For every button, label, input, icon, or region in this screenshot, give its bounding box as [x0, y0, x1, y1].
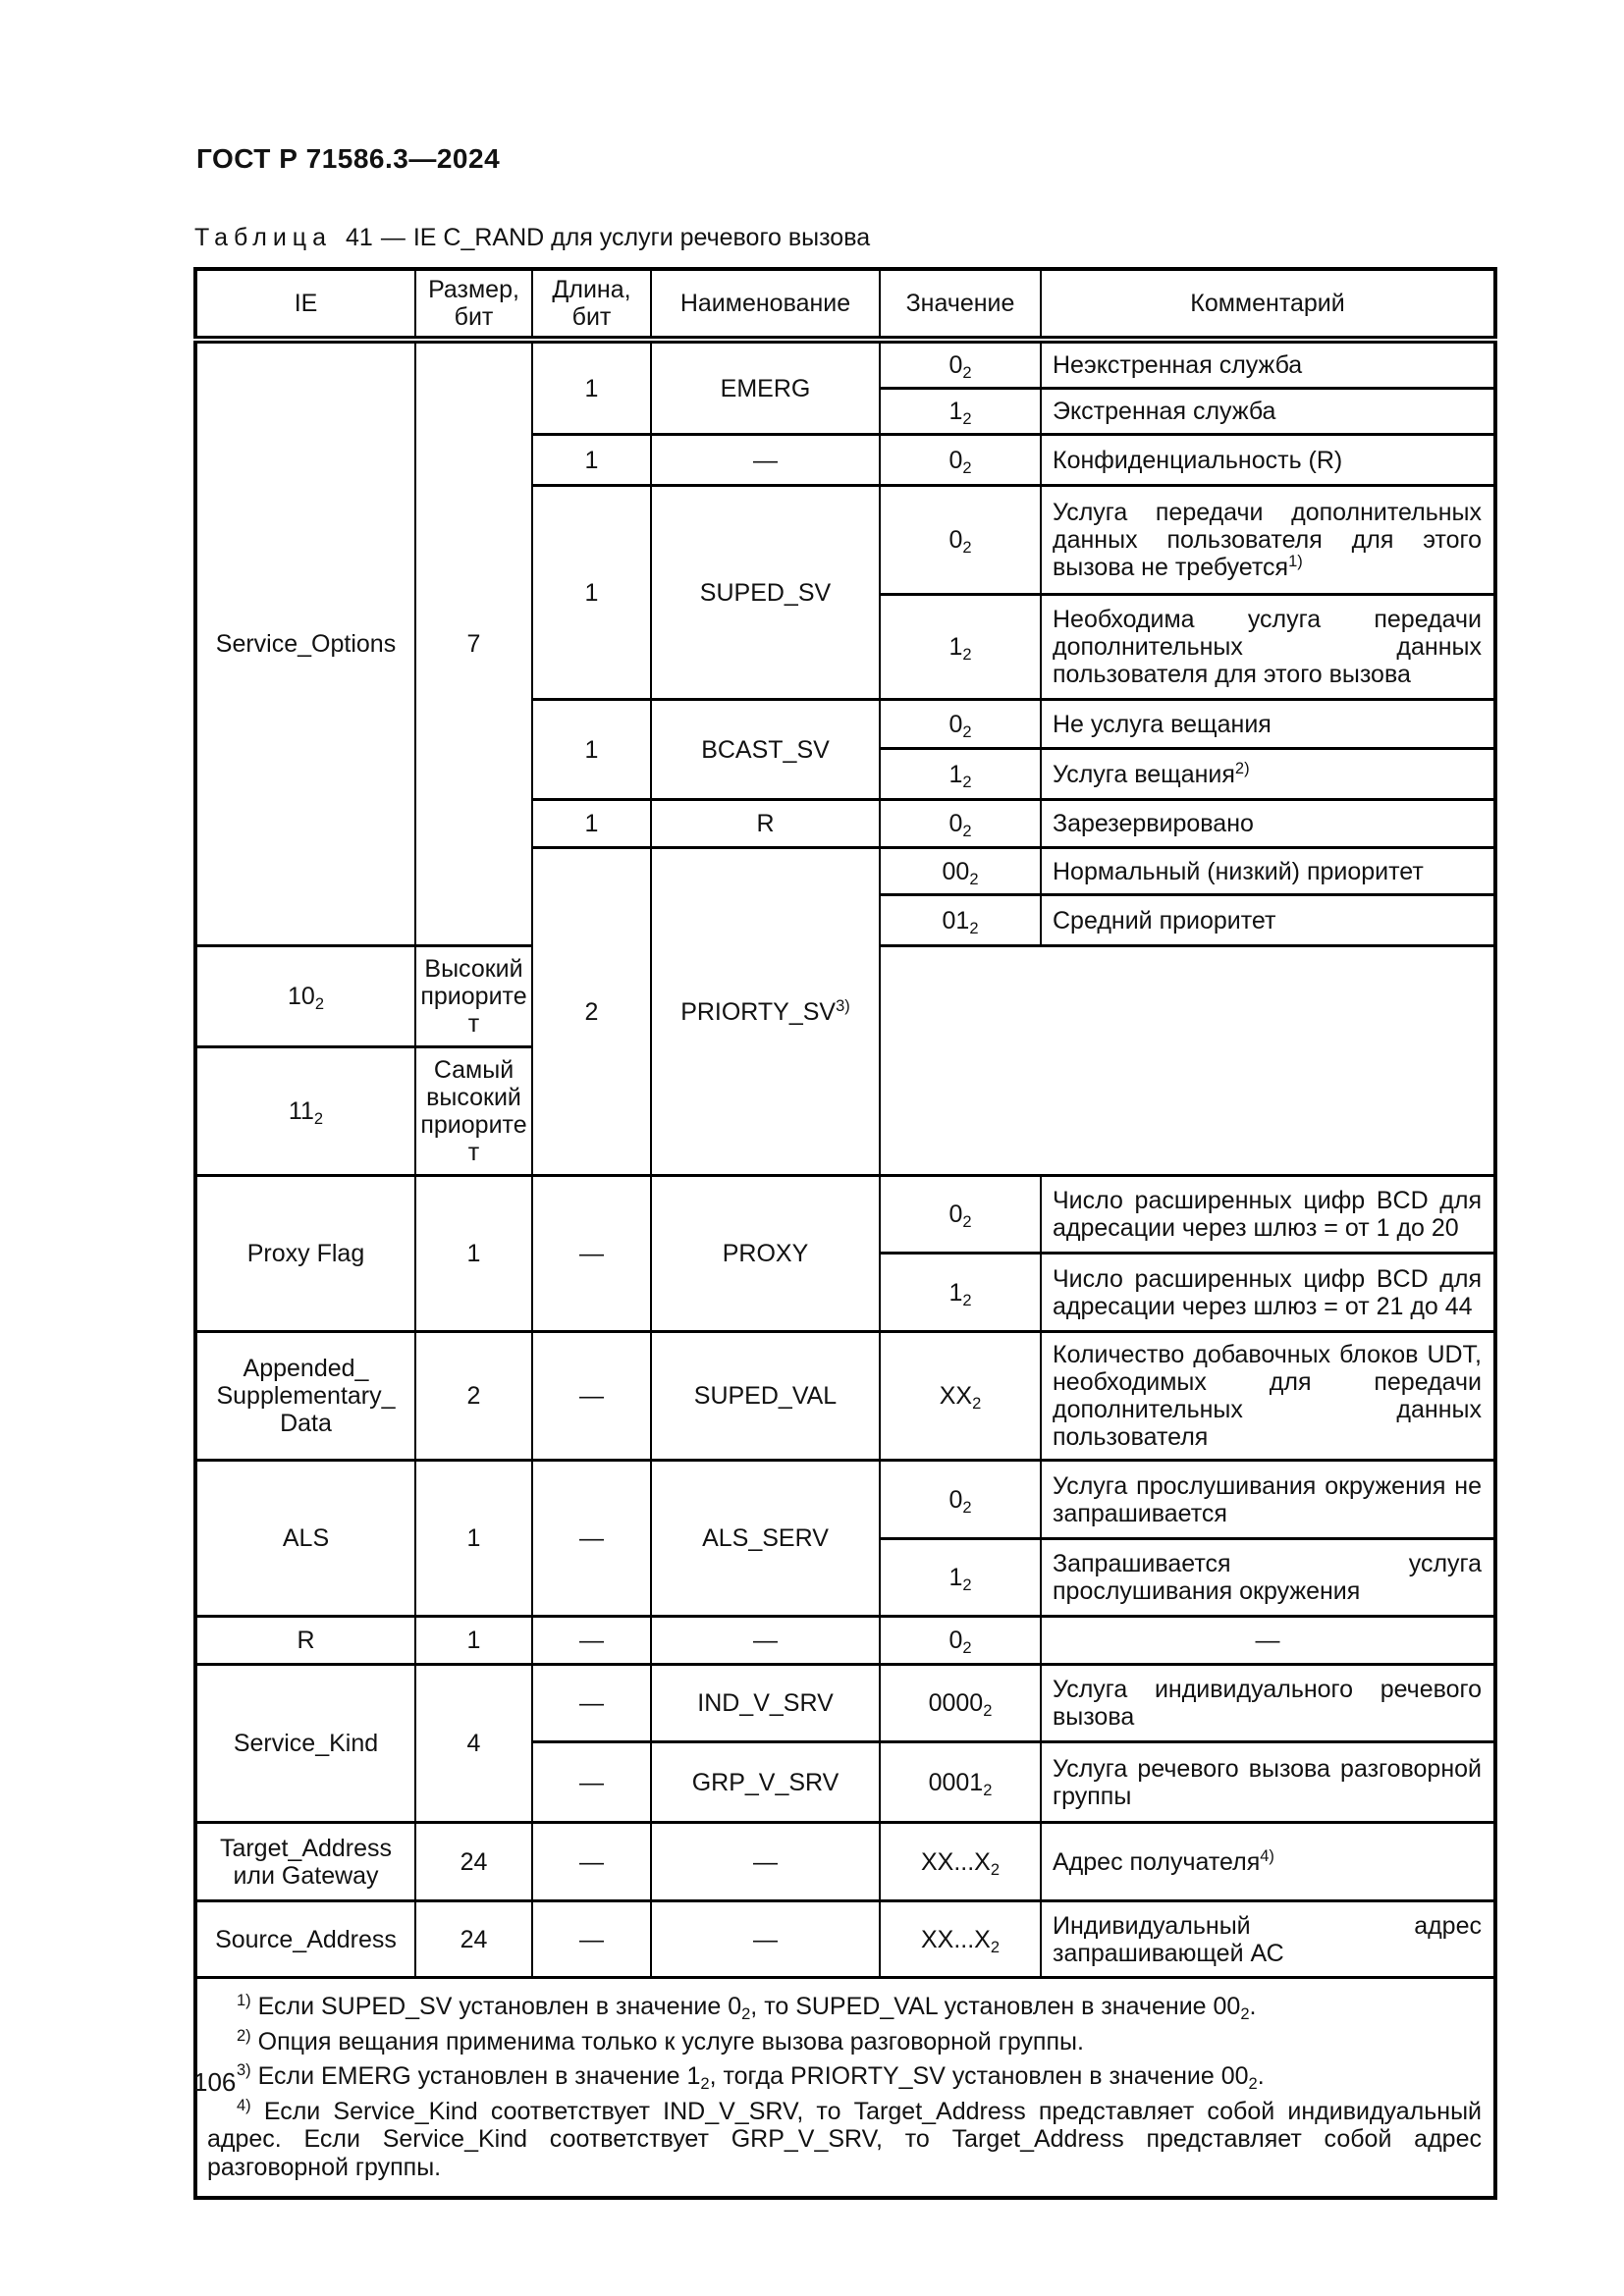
table-row — [195, 340, 1495, 389]
cell-value: $1_2$ — [880, 749, 1041, 800]
table-head — [195, 269, 1495, 340]
cell-comment: Экстренная служба — [1041, 389, 1495, 435]
cell-value: $1_2$ — [880, 389, 1041, 435]
cell-length: — — [532, 1176, 651, 1332]
cell-name: ALS_SERV — [651, 1461, 880, 1617]
header-row — [195, 269, 1495, 340]
cell-comment: Средний приоритет — [1041, 895, 1495, 946]
cell-comment: Число расширенных цифр BCD для адресации через шлюз = от 1 до 20 — [1041, 1176, 1495, 1254]
cell-name: PRIORTY_SV$^{3)}$ — [651, 848, 880, 1176]
cell-name: SUPED_VAL — [651, 1332, 880, 1461]
caption-label: Таблица — [194, 224, 333, 251]
cell-length: — — [532, 1665, 651, 1742]
cell-comment: Зарезервировано — [1041, 800, 1495, 848]
cell-comment: Услуга передачи дополнительных данных пользователя для этого вызова не требуется$^{1)}$ — [1041, 486, 1495, 595]
cell-name: BCAST_SV — [651, 700, 880, 800]
footnote: $^{3)}$ Если EMERG установлен в значение $1_2$, тогда PRIORTY_SV установлен в значение $00_2$. — [237, 2060, 1265, 2093]
cell-ie: $11_2$ — [195, 1047, 415, 1176]
cell-comment: Услуга вещания$^{2)}$ — [1041, 749, 1495, 800]
cell-ie: R — [195, 1617, 415, 1665]
cell-length: — — [532, 1742, 651, 1823]
cell-length: — — [532, 1823, 651, 1901]
footnotes-row — [195, 1978, 1495, 2199]
cell-value: $00_2$ — [880, 848, 1041, 895]
footnote: $^{2)}$ Опция вещания применима только к услуге вызова разговорной группы. — [237, 2026, 1084, 2056]
cell-value: $XX...X_2$ — [880, 1823, 1041, 1901]
column-header: IE — [195, 269, 415, 340]
cell-length: — — [532, 1901, 651, 1978]
table-row — [195, 1332, 1495, 1461]
cell-ie: Appended_ Supplementary_ Data — [195, 1332, 415, 1461]
cell-comment: Не услуга вещания — [1041, 700, 1495, 749]
cell-size: Высокий приоритет — [415, 946, 532, 1047]
cell-size: 1 — [415, 1461, 532, 1617]
column-header: Комментарий — [1041, 269, 1495, 340]
cell-name: R — [651, 800, 880, 848]
cell-length: — — [532, 1461, 651, 1617]
cell-name: SUPED_SV — [651, 486, 880, 700]
cell-comment: Число расширенных цифр BCD для адресации через шлюз = от 21 до 44 — [1041, 1254, 1495, 1332]
cell-length: 1 — [532, 700, 651, 800]
ie-crand-table — [193, 267, 1497, 2200]
column-header: Размер, бит — [415, 269, 532, 340]
caption-title: IE C_RAND для услуги речевого вызова — [412, 224, 871, 251]
cell-value: $1_2$ — [880, 595, 1041, 700]
cell-name: — — [651, 1823, 880, 1901]
cell-value: $01_2$ — [880, 895, 1041, 946]
cell-length: 1 — [532, 800, 651, 848]
cell-comment: Запрашивается услуга прослушивания окружения — [1041, 1539, 1495, 1617]
cell-value: $0_2$ — [880, 700, 1041, 749]
cell-comment: Индивидуальный адрес запрашивающей АС — [1041, 1901, 1495, 1978]
cell-value: $XX...X_2$ — [880, 1901, 1041, 1978]
footnote: $^{1)}$ Если SUPED_SV установлен в значение $0_2$, то SUPED_VAL установлен в значение $00_2$. — [237, 1991, 1257, 2023]
cell-name: — — [651, 1901, 880, 1978]
table-row — [195, 1176, 1495, 1254]
cell-size: 7 — [415, 340, 532, 946]
cell-ie: Proxy Flag — [195, 1176, 415, 1332]
table-row — [195, 1617, 1495, 1665]
cell-size: 24 — [415, 1901, 532, 1978]
cell-ie: ALS — [195, 1461, 415, 1617]
cell-ie: Service_Kind — [195, 1665, 415, 1823]
cell-comment: Нормальный (низкий) приоритет — [1041, 848, 1495, 895]
cell-value: $0_2$ — [880, 1176, 1041, 1254]
cell-ie: $10_2$ — [195, 946, 415, 1047]
cell-comment: Услуга речевого вызова разговорной группы — [1041, 1742, 1495, 1823]
cell-name: PROXY — [651, 1176, 880, 1332]
cell-ie: Target_Address или Gateway — [195, 1823, 415, 1901]
cell-value: $0001_2$ — [880, 1742, 1041, 1823]
cell-ie: Source_Address — [195, 1901, 415, 1978]
cell-value: $1_2$ — [880, 1254, 1041, 1332]
column-header: Длина, бит — [532, 269, 651, 340]
table-row — [195, 1823, 1495, 1901]
cell-comment: Необходима услуга передачи дополнительных данных пользователя для этого вызова — [1041, 595, 1495, 700]
cell-size: Самый высокий приоритет — [415, 1047, 532, 1176]
cell-length: 1 — [532, 435, 651, 486]
table-body — [195, 340, 1495, 2198]
footnote: $^{4)}$ Если Service_Kind соответствует IND_V_SRV, то Target_Address представляет собой индивидуальный адрес. Если Service_Kind соответствует GRP_V_SRV, то Target_Address представляет собой адрес разговорной группы. — [207, 2096, 1482, 2181]
cell-value: $1_2$ — [880, 1539, 1041, 1617]
caption-number: 41 — [346, 224, 373, 251]
cell-comment: Неэкстренная служба — [1041, 340, 1495, 389]
cell-size: 4 — [415, 1665, 532, 1823]
page-number: 106 — [193, 2067, 237, 2097]
cell-name: GRP_V_SRV — [651, 1742, 880, 1823]
cell-value: $0_2$ — [880, 435, 1041, 486]
cell-name: — — [651, 1617, 880, 1665]
cell-value: $0_2$ — [880, 1461, 1041, 1539]
cell-length: 2 — [532, 848, 651, 1176]
cell-comment: Услуга прослушивания окружения не запрашивается — [1041, 1461, 1495, 1539]
cell-size: 1 — [415, 1176, 532, 1332]
caption-dash: — — [380, 224, 406, 251]
table-row — [195, 1665, 1495, 1742]
cell-ie: Service_Options — [195, 340, 415, 946]
cell-name: — — [651, 435, 880, 486]
footnotes-cell — [195, 1978, 1495, 2199]
doc-header: ГОСТ Р 71586.3—2024 — [196, 143, 501, 174]
cell-value: $XX_2$ — [880, 1332, 1041, 1461]
cell-size: 1 — [415, 1617, 532, 1665]
cell-value: $0_2$ — [880, 1617, 1041, 1665]
column-header: Наименование — [651, 269, 880, 340]
table-row — [195, 1461, 1495, 1539]
cell-value: $0_2$ — [880, 340, 1041, 389]
cell-length: — — [532, 1617, 651, 1665]
cell-size: 24 — [415, 1823, 532, 1901]
cell-comment: Услуга индивидуального речевого вызова — [1041, 1665, 1495, 1742]
cell-name: IND_V_SRV — [651, 1665, 880, 1742]
cell-comment: Адрес получателя$^{4)}$ — [1041, 1823, 1495, 1901]
cell-value: $0_2$ — [880, 486, 1041, 595]
cell-comment: — — [1041, 1617, 1495, 1665]
cell-comment: Количество добавочных блоков UDT, необходимых для передачи дополнительных данных пользователя — [1041, 1332, 1495, 1461]
cell-size: 2 — [415, 1332, 532, 1461]
column-header: Значение — [880, 269, 1041, 340]
table-caption — [194, 224, 870, 252]
cell-length: 1 — [532, 340, 651, 435]
cell-length: — — [532, 1332, 651, 1461]
cell-length: 1 — [532, 486, 651, 700]
table-row — [195, 1901, 1495, 1978]
cell-value: $0_2$ — [880, 800, 1041, 848]
cell-comment: Конфиденциальность (R) — [1041, 435, 1495, 486]
cell-name: EMERG — [651, 340, 880, 435]
cell-value: $0000_2$ — [880, 1665, 1041, 1742]
